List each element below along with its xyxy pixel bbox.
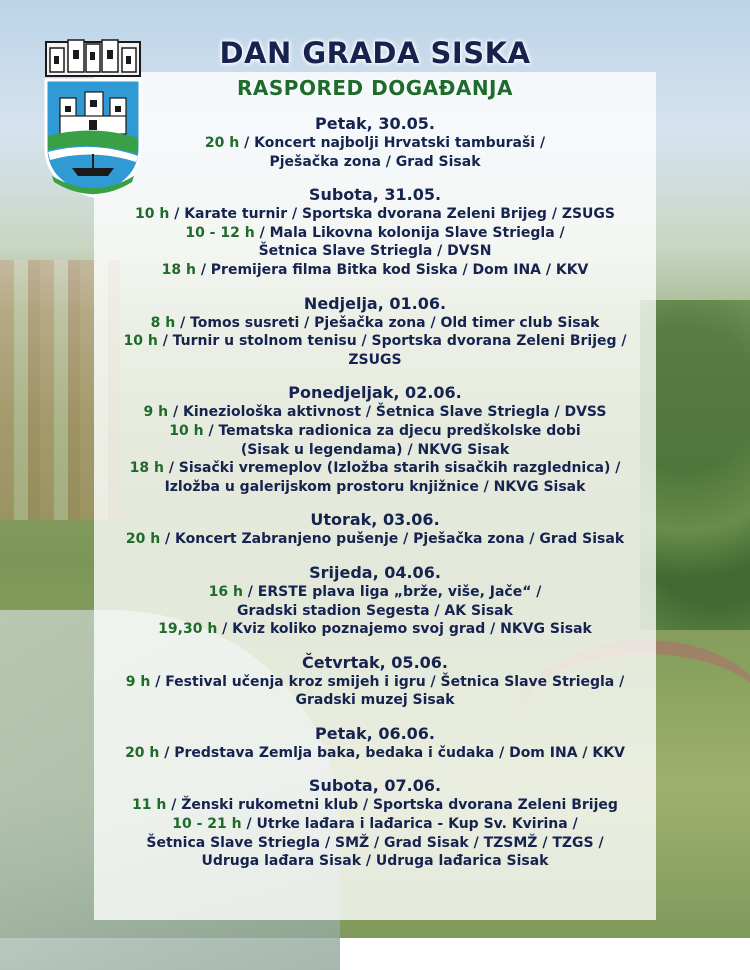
event-line	[94, 530, 656, 549]
event-line	[94, 602, 656, 621]
day-block	[94, 510, 656, 549]
day-title: Petak, 06.06.	[315, 723, 435, 743]
event-text: Izložba u galerijskom prostoru knjižnice / NKVG Sisak	[164, 478, 586, 495]
event-time: 19,30 h	[158, 621, 218, 638]
event-line	[94, 224, 656, 243]
event-text: Gradski muzej Sisak	[295, 692, 455, 709]
day-title: Ponedjeljak, 02.06.	[288, 383, 462, 403]
day-block	[94, 185, 656, 279]
event-line	[94, 796, 656, 815]
day-block	[94, 383, 656, 496]
event-text: / Kineziološka aktivnost / Šetnica Slave Striegla / DVSS	[173, 404, 607, 421]
event-line	[94, 153, 656, 172]
event-line	[94, 673, 656, 692]
event-line	[94, 242, 656, 261]
event-time: 8 h	[150, 314, 176, 331]
event-time: 9 h	[143, 404, 169, 421]
day-block	[94, 776, 656, 870]
event-line	[94, 620, 656, 639]
event-text: Šetnica Slave Striegla / DVSN	[258, 243, 492, 260]
event-line	[94, 261, 656, 280]
event-line	[94, 744, 656, 763]
event-line	[94, 332, 656, 351]
event-line	[94, 314, 656, 333]
event-time: 10 h	[169, 422, 204, 439]
event-time: 18 h	[129, 460, 164, 477]
event-time: 10 h	[135, 206, 170, 223]
day-title: Nedjelja, 01.06.	[303, 293, 447, 313]
event-text: / Kviz koliko poznajemo svoj grad / NKVG Sisak	[222, 621, 592, 638]
event-text: / Tomos susreti / Pješačka zona / Old timer club Sisak	[180, 314, 600, 331]
day-block	[94, 294, 656, 370]
event-line	[94, 815, 656, 834]
event-line	[94, 422, 656, 441]
event-line	[94, 441, 656, 460]
day-title: Utorak, 03.06.	[310, 510, 440, 530]
event-text: Pješačka zona / Grad Sisak	[269, 153, 481, 170]
event-text: / Ženski rukometni klub / Sportska dvorana Zeleni Brijeg	[171, 797, 618, 814]
event-text: / Koncert najbolji Hrvatski tamburaši /	[244, 135, 546, 151]
event-text: / Tematska radionica za djecu predškolske dobi	[208, 422, 581, 439]
event-text: / Utrke lađara i lađarica - Kup Sv. Kvirina /	[246, 816, 578, 833]
day-block	[94, 563, 656, 639]
event-line	[94, 834, 656, 853]
event-text: Udruga lađara Sisak / Udruga lađarica Sisak	[201, 853, 549, 870]
day-title: Subota, 07.06.	[308, 776, 442, 796]
day-block	[94, 114, 656, 171]
event-text: / ERSTE plava liga „brže, više, Jače“ /	[247, 583, 542, 600]
event-text: ZSUGS	[348, 351, 402, 368]
event-line	[94, 205, 656, 224]
event-line	[94, 403, 656, 422]
event-line	[94, 459, 656, 478]
event-line	[94, 583, 656, 602]
event-text: / Mala Likovna kolonija Slave Striegla /	[259, 224, 565, 241]
event-time: 10 - 12 h	[185, 224, 255, 241]
event-text: / Sisački vremeplov (Izložba starih sisačkih razglednica) /	[168, 460, 621, 477]
event-time: 11 h	[132, 797, 167, 814]
event-text: / Premijera filma Bitka kod Siska / Dom INA / KKV	[200, 261, 589, 278]
day-title: Srijeda, 04.06.	[309, 562, 441, 582]
background-trees	[640, 300, 750, 630]
event-line	[94, 691, 656, 710]
schedule-list	[94, 114, 656, 885]
event-time: 20 h	[125, 531, 161, 548]
event-time: 20 h	[125, 744, 160, 761]
event-text: (Sisak u legendama) / NKVG Sisak	[240, 441, 510, 458]
event-text: / Koncert Zabranjeno pušenje / Pješačka zona / Grad Sisak	[165, 531, 625, 548]
event-time: 18 h	[161, 261, 196, 278]
event-text: Gradski stadion Segesta / AK Sisak	[237, 602, 513, 619]
day-block	[94, 653, 656, 710]
event-time: 16 h	[208, 583, 243, 600]
event-text: Šetnica Slave Striegla / SMŽ / Grad Sisak / TZSMŽ / TZGS /	[146, 834, 604, 851]
page-subtitle: RASPORED DOGAĐANJA	[237, 76, 513, 100]
event-line	[94, 478, 656, 497]
event-line	[94, 134, 656, 153]
event-text: / Karate turnir / Sportska dvorana Zeleni Brijeg / ZSUGS	[174, 206, 615, 223]
event-line	[94, 852, 656, 871]
day-block	[94, 724, 656, 763]
page-title: DAN GRADA SISKA	[219, 36, 531, 70]
event-time: 9 h	[125, 673, 151, 690]
day-title: Četvrtak, 05.06.	[302, 652, 448, 672]
event-text: / Turnir u stolnom tenisu / Sportska dvorana Zeleni Brijeg /	[162, 333, 627, 350]
event-time: 20 h	[204, 135, 240, 151]
event-line	[94, 351, 656, 370]
day-title: Subota, 31.05.	[308, 185, 442, 205]
event-time: 10 h	[123, 333, 158, 350]
event-text: / Festival učenja kroz smijeh i igru / Šetnica Slave Striegla /	[155, 673, 625, 690]
event-time: 10 - 21 h	[172, 816, 242, 833]
day-title: Petak, 30.05.	[315, 114, 435, 133]
event-text: / Predstava Zemlja baka, bedaka i čudaka / Dom INA / KKV	[164, 744, 625, 761]
